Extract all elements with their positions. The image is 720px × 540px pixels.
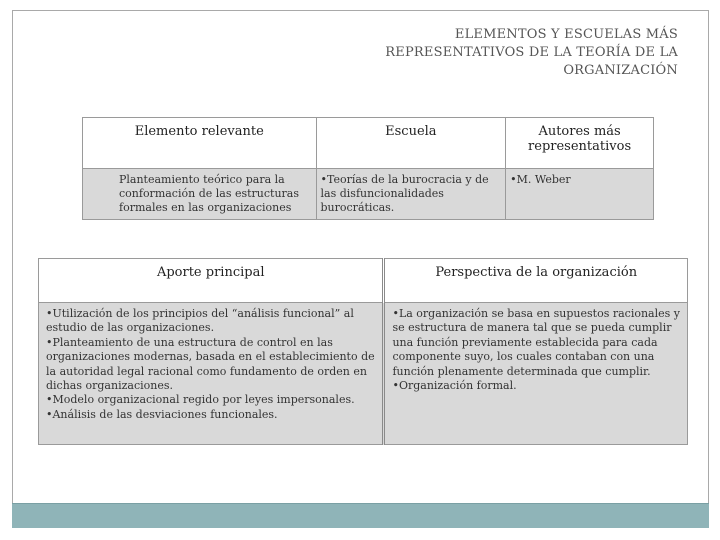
elements-table (82, 117, 654, 220)
footer-bar (12, 503, 709, 528)
header-autores: Autores más representativos (506, 118, 654, 169)
aporte-item: •Modelo organizacional regido por leyes impersonales. (46, 393, 355, 407)
cell-elemento: Planteamiento teórico para la conformación de las estructuras formales en las organizaciones (83, 169, 317, 220)
cell-autores: •M. Weber (506, 169, 654, 220)
cell-perspectiva (384, 303, 688, 445)
aporte-item: •Planteamiento de una estructura de control en las organizaciones modernas, basada en el establecimiento de la autoridad legal racional como fundamento de orden en dichas organizaciones. (46, 335, 375, 393)
perspectiva-item: •La organización se basa en supuestos racionales y se estructura de manera tal que se pueda cumplir una función previamente establecida para cada componente suyo, los cuales contaban con una función plenamente determinada que cumplir. (392, 307, 680, 378)
cell-escuela: •Teorías de la burocracia y de las disfuncionalidades burocráticas. (316, 169, 506, 220)
title-line-2: REPRESENTATIVOS DE LA TEORÍA DE LA (385, 45, 678, 60)
slide-title (318, 26, 678, 80)
header-perspectiva: Perspectiva de la organización (384, 259, 688, 303)
header-elemento: Elemento relevante (83, 118, 317, 169)
title-line-3: ORGANIZACIÓN (563, 63, 678, 78)
aporte-item: •Utilización de los principios del “análisis funcional” al estudio de las organizaciones. (46, 307, 354, 335)
title-line-1: ELEMENTOS Y ESCUELAS MÁS (454, 27, 678, 42)
aporte-table (38, 258, 688, 445)
header-aporte: Aporte principal (39, 259, 384, 303)
aporte-item: •Análisis de las desviaciones funcionales. (46, 407, 278, 421)
cell-aporte (39, 303, 384, 445)
perspectiva-item: •Organización formal. (392, 379, 517, 393)
header-escuela: Escuela (316, 118, 506, 169)
